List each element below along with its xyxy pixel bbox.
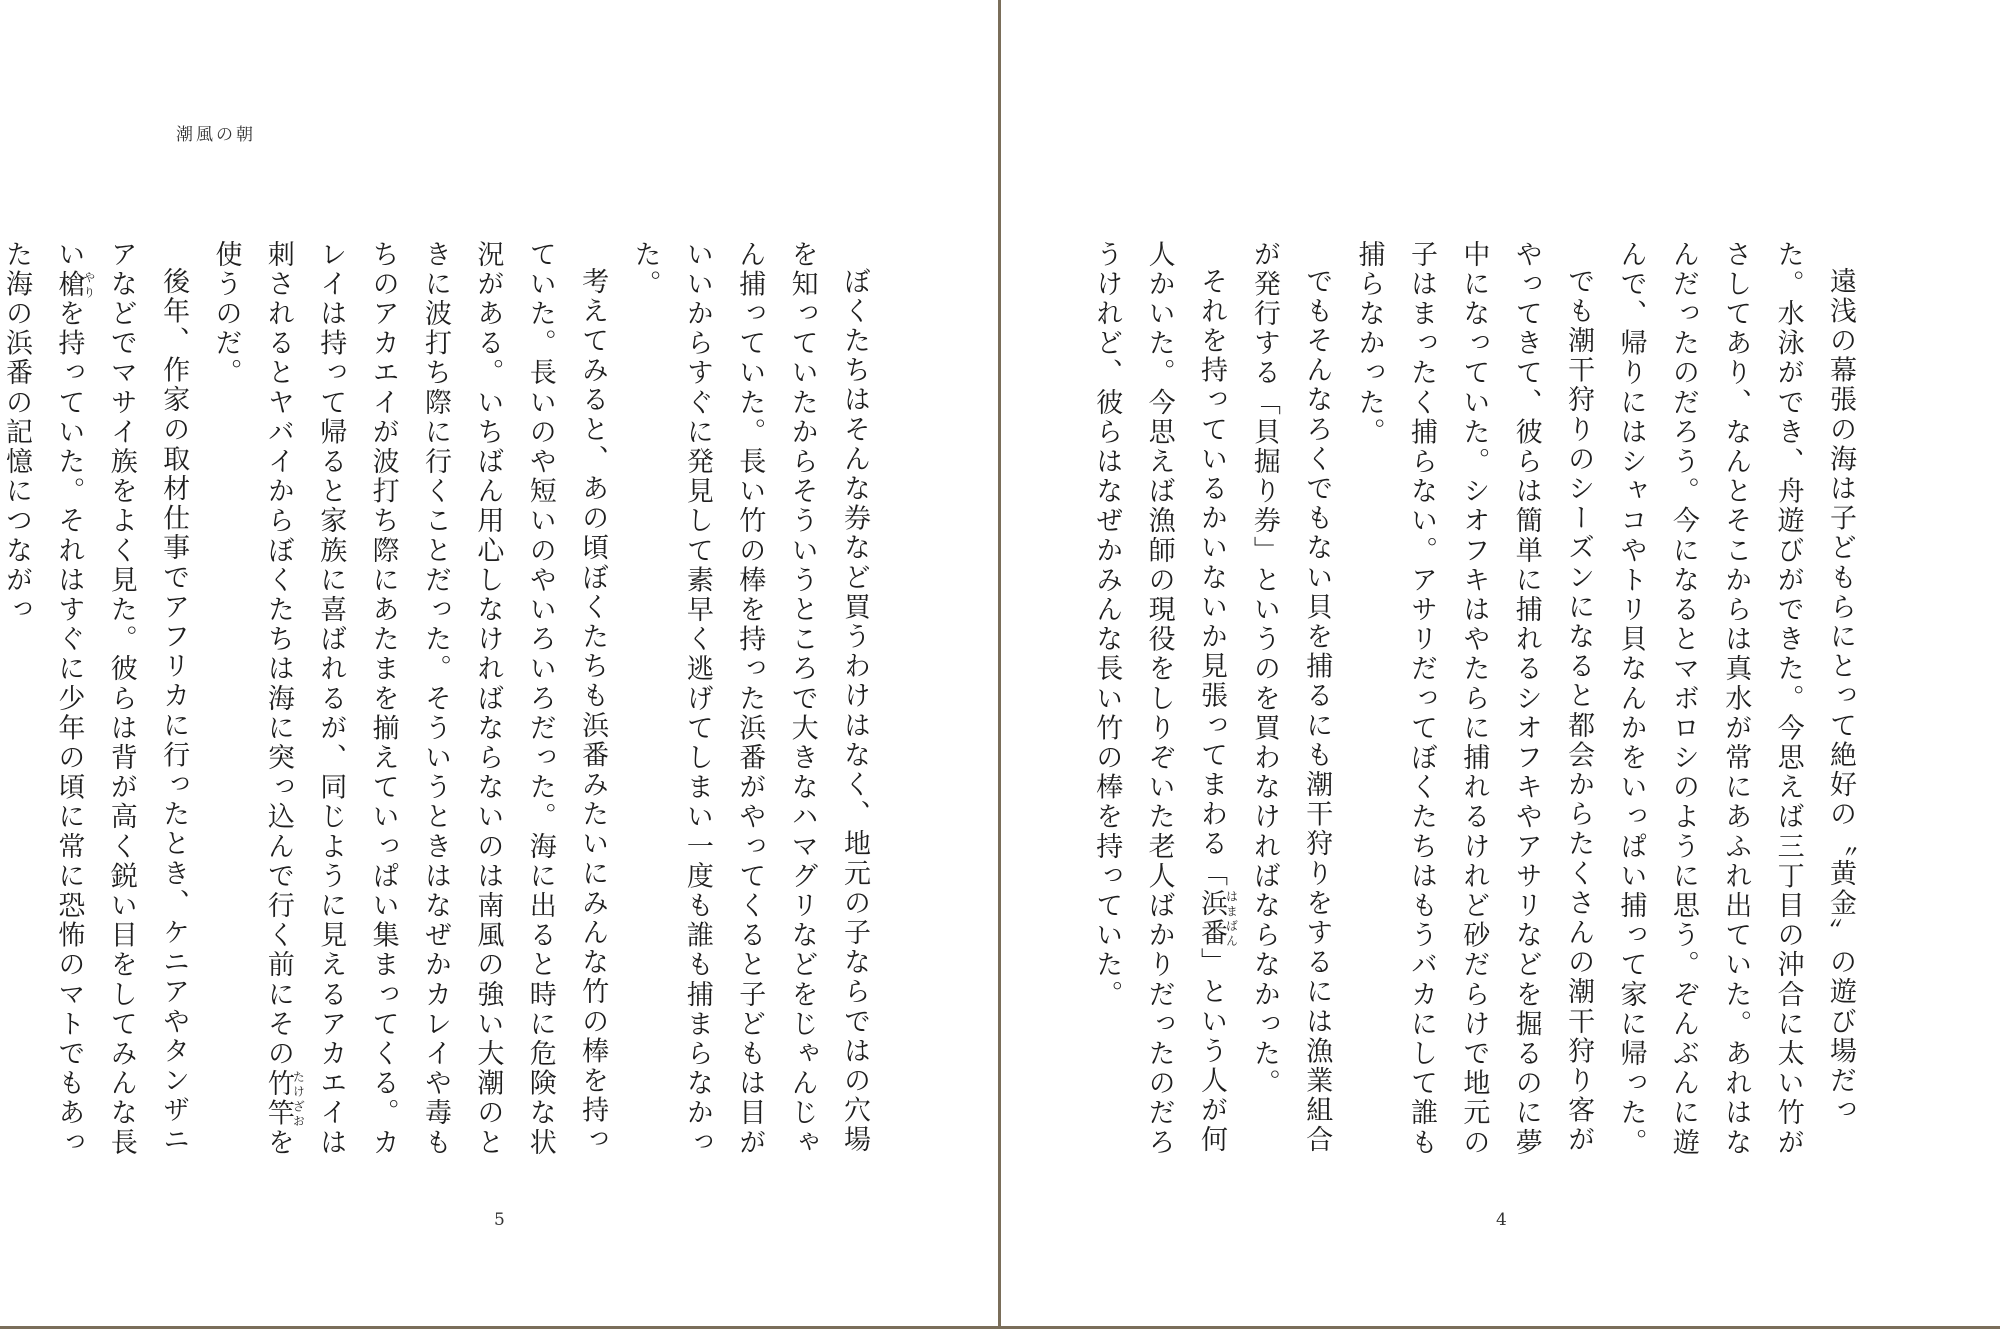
- text-segment: でも潮干狩りのシーズンになると都会からたくさんの潮干狩り客がやってきて、彼らは簡単に捕れるシオフキやアサリなどを掘るのに夢中になっていた。シオフキはやたらに捕れるけれど砂だらけで地元の子はまったく捕らない。アサリだってぼくたちはもうバカにして誰も捕らなかった。: [1353, 240, 1595, 1158]
- ruby-word: [1196, 888, 1239, 948]
- page-number: 4: [1496, 1210, 1507, 1230]
- paragraph: [1238, 240, 1343, 1180]
- right-page: [1001, 0, 2000, 1326]
- text-segment: 遠浅の幕張の海は子どもらにとって絶好の〝黄金〟の遊び場だった。水泳ができ、舟遊びができた。今思えば三丁目の沖合に太い竹がさしてあり、なんとそこからは真水が常にあふれ出ていた。あれはなんだったのだろう。今になるとマボロシのように思う。ぞんぶんに遊んで、帰りにはシャコやトリ貝なんかをいっぱい捕って家に帰った。: [1615, 240, 1856, 1158]
- right-page-body: [1091, 240, 1866, 1180]
- text-segment: を持っていた。それはすぐに少年の頃に常に恐怖のマトでもあった海の浜番の記憶につながっ: [1, 240, 85, 1158]
- page-number: 5: [494, 1210, 505, 1230]
- paragraph: [1080, 240, 1238, 1180]
- ruby-base: 竹竿: [262, 1068, 294, 1129]
- text-segment: を使うのだ。: [210, 240, 294, 1158]
- ruby-word: [262, 1068, 306, 1129]
- ruby-base: 槍: [53, 269, 85, 300]
- paragraph: [618, 240, 880, 1180]
- paragraph: [1604, 240, 1866, 1180]
- ruby-base: 浜番: [1196, 888, 1227, 948]
- paragraph: [0, 240, 199, 1180]
- text-segment: 考えてみると、あの頃ぼくたちも浜番みたいにみんな竹の棒を持っていた。長いのや短いのやいろいろだった。海に出ると時に危険な状況がある。いちばん用心しなければならないのは南風の強い大潮のときに波打ち際に行くことだった。そういうときはなぜかカレイや毒もちのアカエイが波打ち際にあたまを揃えていっぱい集まってくる。カレイは持って帰ると家族に喜ばれるが、同じように見えるアカエイは刺されるとヤバイからぼくたちは海に突っ込んで行く前にその: [262, 240, 609, 1158]
- text-segment: でもそんなろくでもない貝を捕るにも潮干狩りをするには漁業組合が発行する「貝掘り券」というのを買わなければならなかった。: [1248, 240, 1333, 1155]
- paragraph: [1342, 240, 1604, 1180]
- running-head: 潮風の朝: [176, 125, 256, 145]
- ruby-reading: はまばん: [1224, 888, 1239, 948]
- ruby-word: [53, 269, 96, 300]
- text-segment: 」という人が何人かいた。今思えば漁師の現役をしりぞいた老人ばかりだったのだろうけれど、彼らはなぜかみんな長い竹の棒を持っていた。: [1091, 240, 1227, 1158]
- paragraph: [199, 240, 618, 1180]
- ruby-reading: やり: [81, 269, 96, 300]
- text-segment: ぼくたちはそんな券など買うわけはなく、地元の子ならではの穴場を知っていたからそういうところで大きなハマグリなどをじゃんじゃん捕っていた。長い竹の棒を持った浜番がやってくると子どもは目がいいからすぐに発見して素早く逃げてしまい一度も誰も捕まらなかった。: [629, 240, 870, 1158]
- left-page: [0, 0, 998, 1326]
- text-segment: それを持っているかいないか見張ってまわる「: [1196, 267, 1227, 889]
- left-page-body: [1, 240, 880, 1180]
- text-segment: 後年、作家の取材仕事でアフリカに行ったとき、ケニアやタンザニアなどでマサイ族をよく見た。彼らは背が高く鋭い目をしてみんな長い: [53, 240, 190, 1158]
- ruby-reading: たけざお: [291, 1068, 306, 1128]
